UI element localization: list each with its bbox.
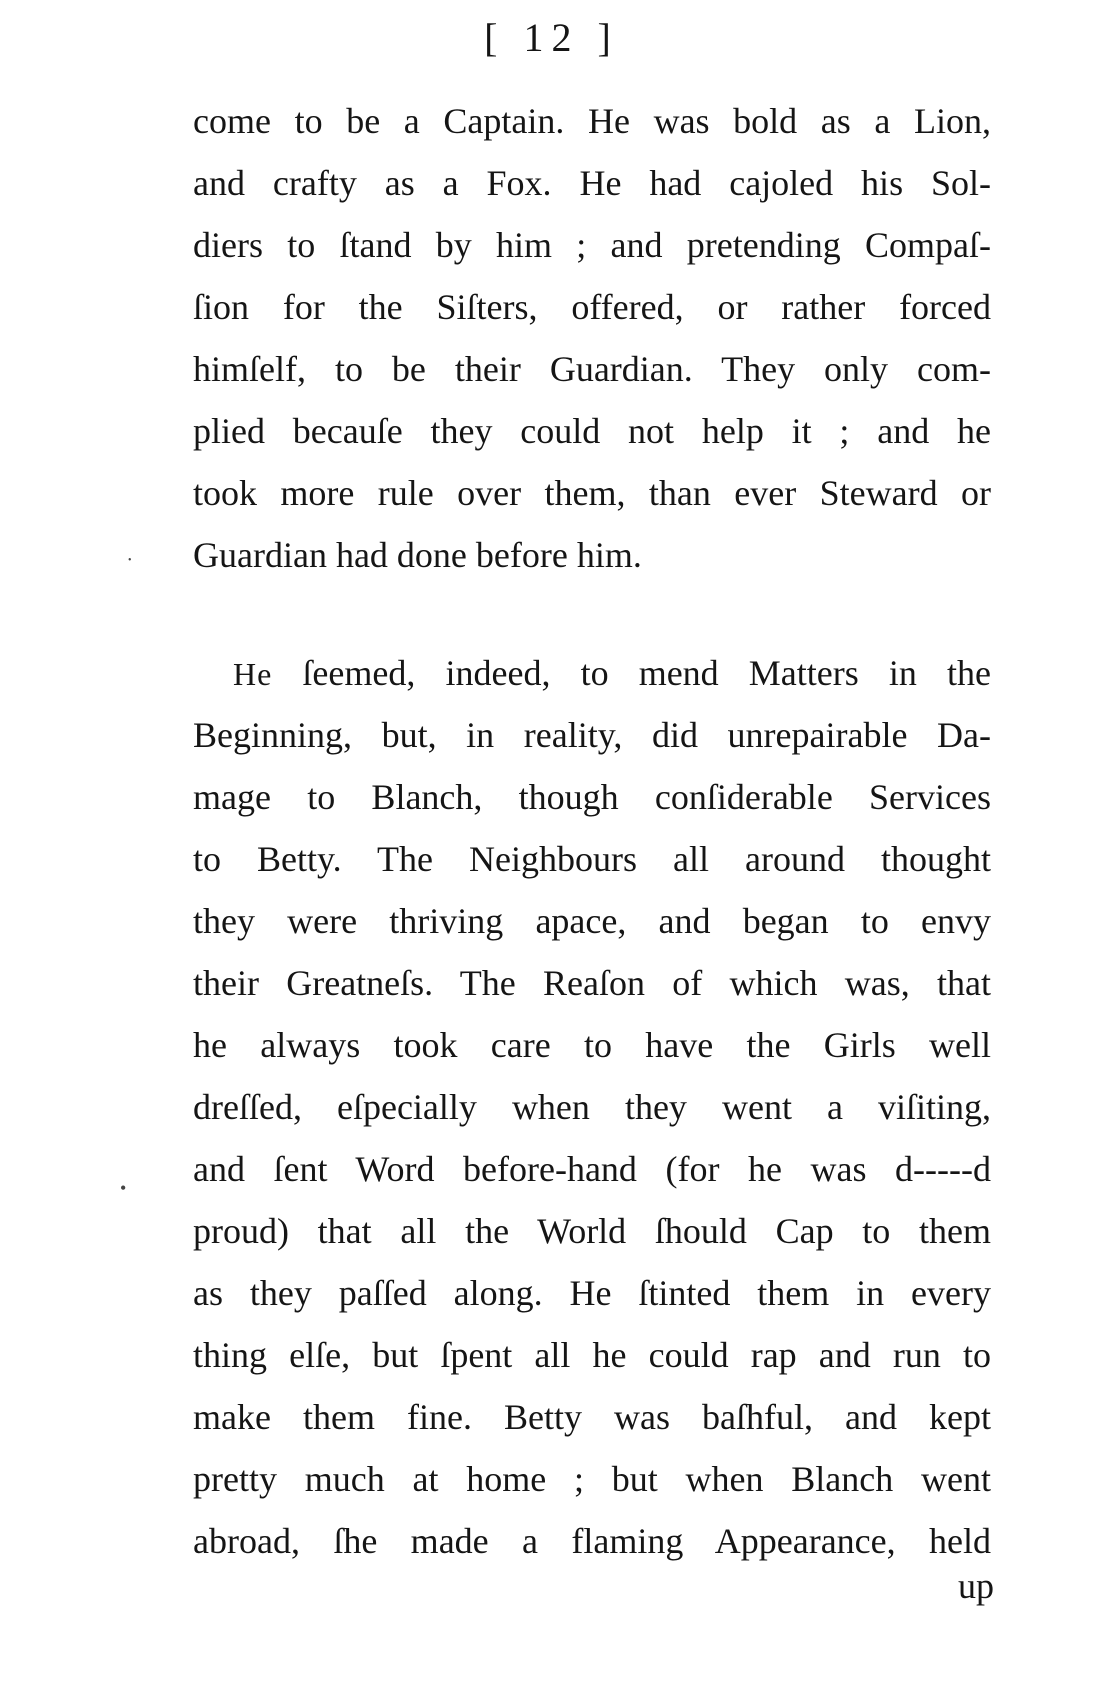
text-line: and crafty as a Fox. He had cajoled his Sol- (193, 163, 991, 203)
text-line: mage to Blanch, though conſiderable Services (193, 777, 991, 817)
text-line: to Betty. The Neighbours all around thought (193, 839, 991, 879)
margin-mark: • (120, 1178, 127, 1198)
catchword: up (958, 1566, 994, 1606)
margin-mark: • (128, 555, 132, 566)
text-line: their Greatneſs. The Reaſon of which was, that (193, 963, 991, 1003)
text-line: proud) that all the World ſhould Cap to them (193, 1211, 991, 1251)
text-line: Beginning, but, in reality, did unrepairable Da- (193, 715, 991, 755)
text-line: they were thriving apace, and began to envy (193, 901, 991, 941)
text-line: thing elſe, but ſpent all he could rap and run to (193, 1335, 991, 1375)
text-line: himſelf, to be their Guardian. They only com- (193, 349, 991, 389)
paragraph-initial: He (233, 656, 273, 692)
text-line: abroad, ſhe made a flaming Appearance, held (193, 1521, 991, 1561)
text-line: took more rule over them, than ever Steward or (193, 473, 991, 513)
paragraph-2 (193, 642, 991, 1572)
text-line: he always took care to have the Girls well (193, 1025, 991, 1065)
text-line: plied becauſe they could not help it ; and he (193, 411, 991, 451)
text-line: dreſſed, eſpecially when they went a viſiting, (193, 1087, 991, 1127)
text-line-first (193, 642, 991, 704)
text-line: as they paſſed along. He ſtinted them in every (193, 1273, 991, 1313)
text-line: come to be a Captain. He was bold as a Lion, (193, 101, 991, 141)
text-line: Guardian had done before him. (193, 535, 642, 575)
text-line: and ſent Word before-hand (for he was d-----d (193, 1149, 991, 1189)
text-line: diers to ſtand by him ; and pretending Compaſ- (193, 225, 991, 265)
text-line: pretty much at home ; but when Blanch went (193, 1459, 991, 1499)
text-line: make them fine. Betty was baſhful, and kept (193, 1397, 991, 1437)
text-line: ſion for the Siſters, offered, or rather forced (193, 287, 991, 327)
text-line-rest: ſeemed, indeed, to mend Matters in the (272, 653, 991, 693)
paragraph-1 (193, 90, 991, 586)
page-number: [ 12 ] (484, 15, 619, 60)
